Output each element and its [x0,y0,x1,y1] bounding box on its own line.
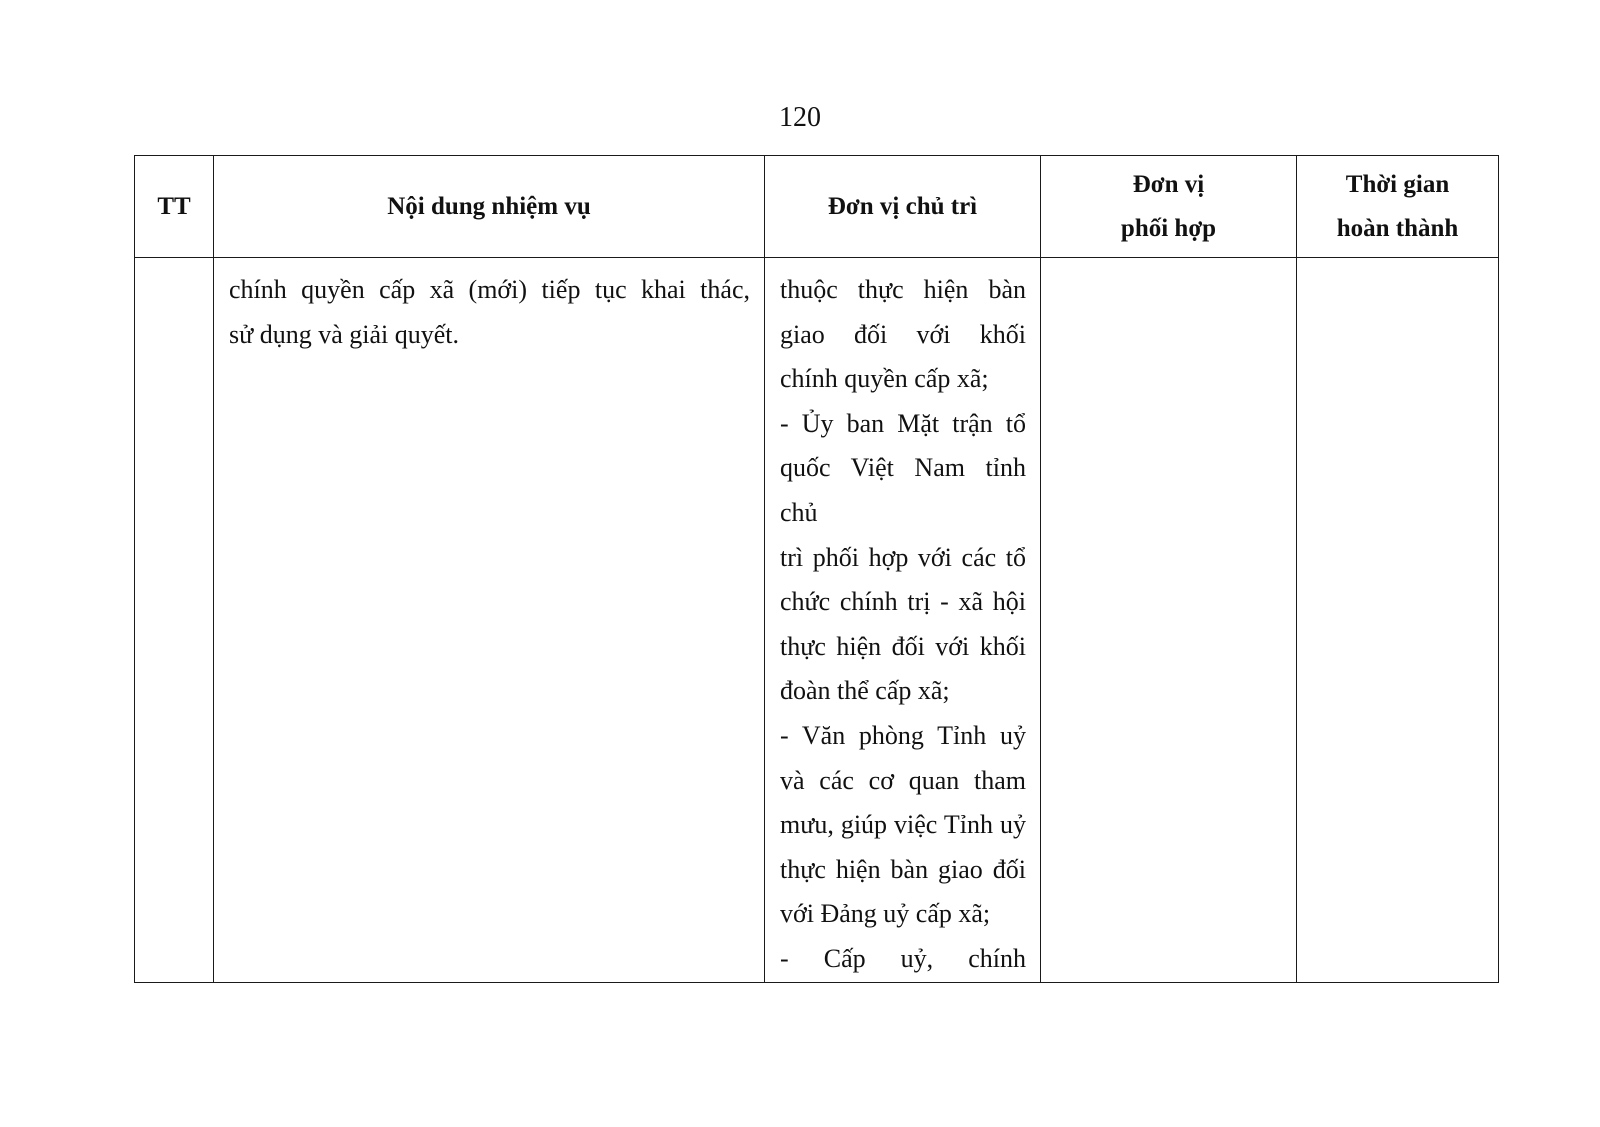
content-line: chính quyền cấp xã (mới) tiếp tục khai thác, [229,275,750,304]
page-number: 120 [779,102,821,133]
header-tt: TT [135,156,214,258]
lead-unit-line: - Cấp uỷ, chính [780,943,1026,973]
lead-unit-line: mưu, giúp việc Tỉnh uỷ [780,810,1026,840]
header-coop-unit-line: Đơn vị [1132,170,1205,198]
lead-unit-line: với Đảng uỷ cấp xã; [780,899,991,929]
lead-unit-line: thuộc thực hiện bàn [780,275,1026,304]
header-lead-unit: Đơn vị chủ trì [765,156,1041,258]
header-coop-unit-line: phối hợp [1120,214,1217,242]
table-row [135,258,1499,983]
header-coop-unit [1041,156,1297,258]
header-content: Nội dung nhiệm vụ [214,156,765,258]
lead-unit-line: - Ủy ban Mặt trận tổ [780,408,1026,438]
lead-unit-line: thực hiện đối với khối [780,631,1026,661]
cell-tt [135,258,214,983]
lead-unit-line: chức chính trị - xã hội [780,587,1026,617]
task-table [134,155,1499,983]
header-deadline [1297,156,1499,258]
header-deadline-line: Thời gian [1345,170,1450,198]
table-header-row [135,156,1499,258]
lead-unit-line: giao đối với khối [780,319,1026,349]
cell-lead-unit [765,258,1041,983]
lead-unit-line: - Văn phòng Tỉnh uỷ [780,720,1026,750]
lead-unit-line: quốc Việt Nam tỉnh chủ [780,453,1026,527]
lead-unit-line: đoàn thể cấp xã; [780,676,950,706]
cell-deadline [1297,258,1499,983]
lead-unit-line: chính quyền cấp xã; [780,364,989,394]
cell-coop-unit [1041,258,1297,983]
lead-unit-line: thực hiện bàn giao đối [780,854,1026,884]
content-line: sử dụng và giải quyết. [229,319,460,349]
lead-unit-line: trì phối hợp với các tổ [780,542,1026,572]
header-deadline-line: hoàn thành [1336,214,1459,242]
cell-content [214,258,765,983]
lead-unit-line: và các cơ quan tham [780,765,1026,795]
